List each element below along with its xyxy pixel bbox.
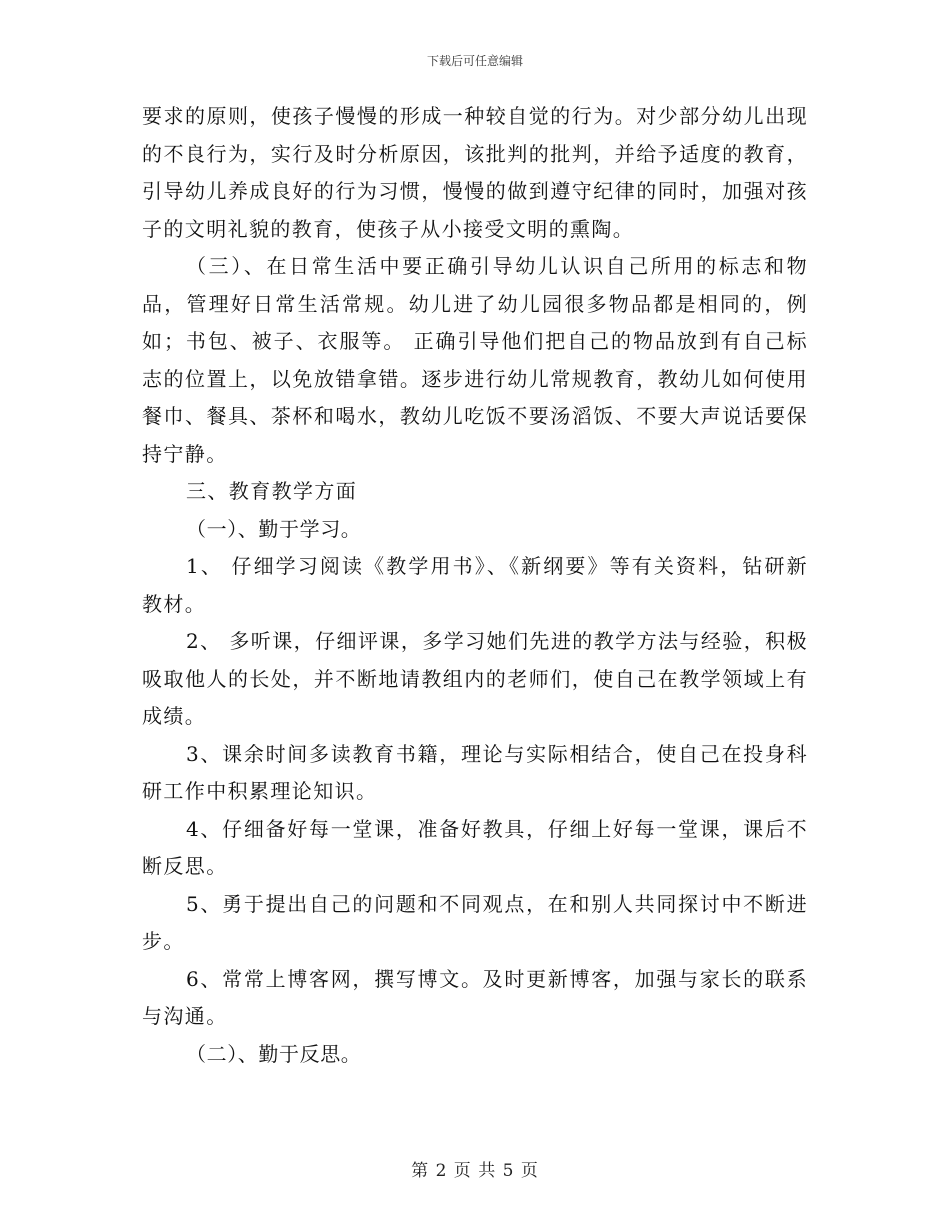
list-item-6: 6、常常上博客网，撰写博文。及时更新博客，加强与家长的联系与沟通。 [142,966,808,1028]
list-item-5: 5、勇于提出自己的问题和不同观点，在和别人共同探讨中不断进步。 [142,891,808,953]
list-item-1: 1、 仔细学习阅读《教学用书》、《新纲要》等有关资料，钻研新教材。 [142,554,808,616]
document-body [142,98,808,1073]
paragraph-continuation: 要求的原则，使孩子慢慢的形成一种较自觉的行为。对少部分幼儿出现的不良行为，实行及时分析原因，该批判的批判，并给予适度的教育，引导幼儿养成良好的行为习惯，慢慢的做到遵守纪律的同时，加强对孩子的文明礼貌的教育，使孩子从小接受文明的熏陶。 [142,104,808,241]
section-heading-education-teaching: 三、教育教学方面 [186,479,358,503]
paragraph-section-3-heading: （三）、在日常生活中要正确引导幼儿认识自己所用的标志和物品，管理好日常生活常规。幼儿进了幼儿园很多物品都是相同的，例如；书包、被子、衣服等。 正确引导他们把自己的物品放到有自己标志的位置上，以免放错拿错。逐步进行幼儿常规教育，教幼儿如何使用餐巾、餐具、茶杯和喝水，教幼儿吃饭不要汤滔饭、不要大声说话要保持宁静。 [142,254,808,466]
subsection-heading-diligent-reflection: （二）、勤于反思。 [186,1041,362,1066]
list-item-3: 3、课余时间多读教育书籍，理论与实际相结合，使自己在投身科研工作中积累理论知识。 [142,741,808,803]
subsection-heading-diligent-learning: （一）、勤于学习。 [186,516,362,541]
page-footer: 第 2 页 共 5 页 [411,1161,539,1181]
list-item-4: 4、仔细备好每一堂课，准备好教具，仔细上好每一堂课，课后不断反思。 [142,816,808,878]
page-header: 下载后可任意编辑 [426,54,523,68]
list-item-2: 2、 多听课，仔细评课，多学习她们先进的教学方法与经验，积极吸取他人的长处，并不断地请教组内的老师们，使自己在教学领域上有成绩。 [142,629,808,728]
